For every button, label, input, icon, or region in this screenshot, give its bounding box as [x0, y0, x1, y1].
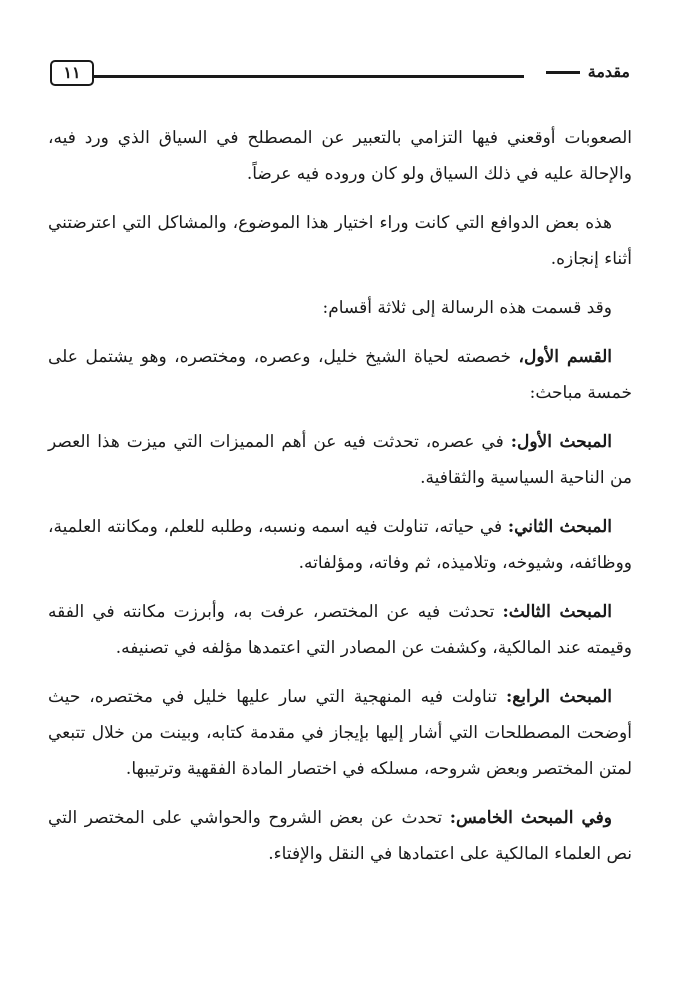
section-heading: المبحث الثاني:: [507, 517, 612, 537]
paragraph-2: [48, 205, 632, 277]
section-heading: وفي المبحث الخامس:: [449, 808, 612, 828]
page-header: [50, 58, 630, 92]
paragraph-6: [48, 509, 632, 581]
paragraph-4: [48, 339, 632, 411]
paragraph-text: تحدث عن بعض الشروح والحواشي على المختصر التي نص العلماء المالكية على اعتمادها في النقل والإفتاء.: [48, 808, 632, 864]
paragraph-text: هذه بعض الدوافع التي كانت وراء اختيار هذا الموضوع، والمشاكل التي اعترضتني أثناء إنجازه.: [48, 213, 632, 269]
paragraph-text: في عصره، تحدثت فيه عن أهم المميزات التي ميزت هذا العصر من الناحية السياسية والثقافية.: [48, 432, 632, 488]
page-body: [48, 120, 632, 885]
paragraph-5: [48, 424, 632, 496]
paragraph-7: [48, 594, 632, 666]
header-rule: [94, 75, 524, 78]
paragraph-text: الصعوبات أوقعني فيها التزامي بالتعبير عن المصطلح في السياق الذي ورد فيه، والإحالة عليه في ذلك السياق ولو كان وروده فيه عرضاً.: [48, 128, 632, 184]
header-title: مقدمة: [538, 62, 630, 81]
page-number: ١١: [50, 60, 94, 86]
paragraph-3: [48, 290, 632, 326]
section-heading: المبحث الثالث:: [502, 602, 612, 622]
section-heading: المبحث الأول:: [510, 432, 612, 452]
paragraph-text: وقد قسمت هذه الرسالة إلى ثلاثة أقسام:: [322, 298, 612, 318]
paragraph-text: في حياته، تناولت فيه اسمه ونسبه، وطلبه للعلم، ومكانته العلمية، ووظائفه، وشيوخه، وتلاميذه، ثم وفاته، ومؤلفاته.: [48, 517, 632, 573]
paragraph-1: [48, 120, 632, 192]
section-heading: القسم الأول،: [518, 347, 612, 367]
paragraph-text: تناولت فيه المنهجية التي سار عليها خليل في مختصره، حيث أوضحت المصطلحات التي أشار إليها بإيجاز في مقدمة كتابه، وبينت من خلال تتبعي لمتن المختصر وبعض شروحه، مسلكه في اختصار المادة الفقهية وترتيبها.: [48, 687, 632, 779]
paragraph-text: تحدثت فيه عن المختصر، عرفت به، وأبرزت مكانته في الفقه وقيمته عند المالكية، وكشفت عن المصادر التي اعتمدها مؤلفه في تصنيفه.: [48, 602, 632, 658]
section-heading: المبحث الرابع:: [505, 687, 612, 707]
paragraph-8: [48, 679, 632, 787]
paragraph-9: [48, 800, 632, 872]
paragraph-text: خصصته لحياة الشيخ خليل، وعصره، ومختصره، وهو يشتمل على خمسة مباحث:: [48, 347, 632, 403]
